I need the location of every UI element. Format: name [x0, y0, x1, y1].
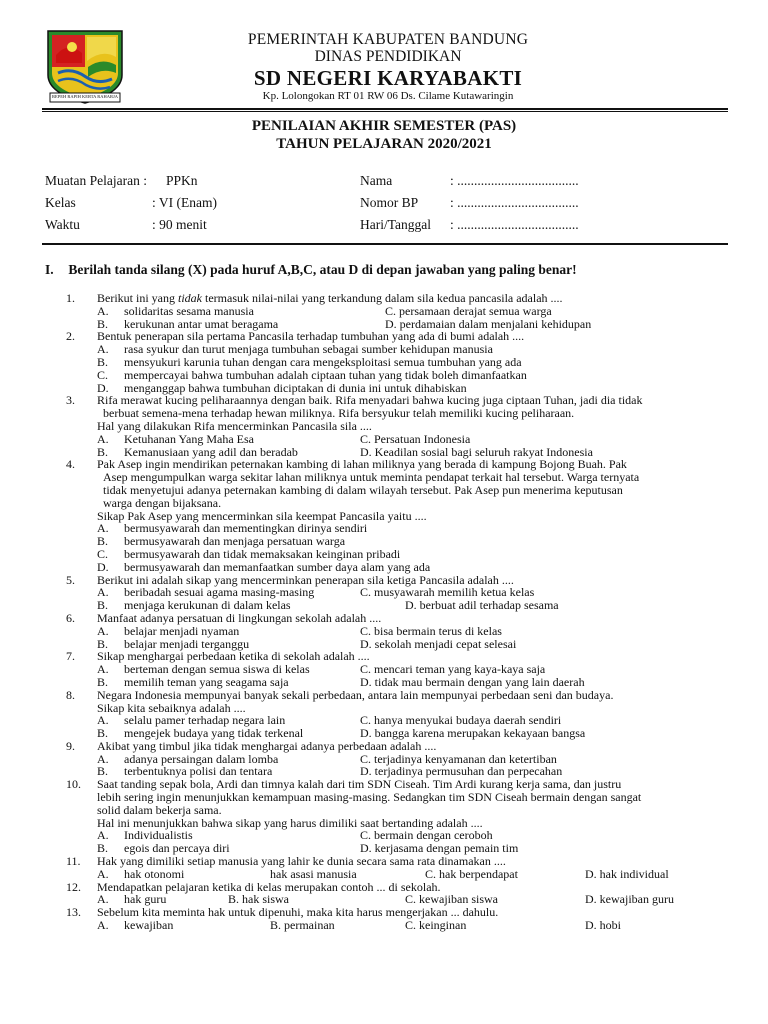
- option-d[interactable]: D. kerjasama dengan pemain tim: [360, 841, 519, 856]
- option-a[interactable]: A. kewajiban: [97, 918, 174, 933]
- option-d[interactable]: D. Keadilan sosial bagi seluruh rakyat Indonesia: [360, 444, 593, 459]
- section-number: I.: [45, 262, 54, 277]
- option-a[interactable]: A. Ketuhanan Yang Maha Esa: [97, 431, 254, 446]
- question-3: [0, 394, 768, 458]
- option-a[interactable]: A. beribadah sesuai agama masing-masing: [97, 585, 315, 600]
- option-d[interactable]: D. berbuat adil terhadap sesama: [405, 598, 559, 613]
- class-label: Kelas: [45, 195, 76, 210]
- option-a[interactable]: A. solidaritas sesama manusia: [97, 303, 254, 318]
- option-d[interactable]: D. tidak mau bermain dengan yang lain daerah: [360, 674, 585, 689]
- option-a[interactable]: A. hak otonomi: [97, 866, 185, 881]
- question-number: 8.: [66, 687, 75, 702]
- header-divider-thin: [42, 111, 728, 112]
- option-c[interactable]: C. Persatuan Indonesia: [360, 431, 471, 446]
- option-b[interactable]: hak asasi manusia: [270, 866, 357, 881]
- option-a[interactable]: A. rasa syukur dan turut menjaga tumbuhan sebagai sumber kehidupan manusia: [97, 342, 493, 357]
- option-b[interactable]: B. bermusyawarah dan menjaga persatuan warga: [97, 534, 346, 549]
- option-d[interactable]: D. hak individual: [585, 866, 669, 881]
- option-d[interactable]: D. perdamaian dalam menjalani kehidupan: [385, 316, 592, 331]
- question-8: [0, 689, 768, 740]
- option-b[interactable]: B. kerukunan antar umat beragama: [97, 316, 279, 331]
- time-label: Waktu: [45, 217, 80, 232]
- option-b[interactable]: B. menjaga kerukunan di dalam kelas: [97, 598, 291, 613]
- date-field[interactable]: : ....................................: [450, 217, 579, 232]
- section-instruction: [45, 262, 577, 278]
- bp-label: Nomor BP: [360, 195, 419, 210]
- option-b[interactable]: B. Kemanusiaan yang adil dan beradab: [97, 444, 298, 459]
- option-d[interactable]: D. sekolah menjadi cepat selesai: [360, 636, 517, 651]
- question-4: [0, 458, 768, 573]
- option-b[interactable]: B. memilih teman yang seagama saja: [97, 674, 289, 689]
- option-c[interactable]: C. mencari teman yang kaya-kaya saja: [360, 662, 546, 677]
- question-1: [0, 292, 768, 330]
- question-2: [0, 330, 768, 394]
- option-b[interactable]: B. egois dan percaya diri: [97, 841, 230, 856]
- name-label: Nama: [360, 173, 393, 188]
- option-c[interactable]: C. bermusyawarah dan tidak memaksakan keinginan pribadi: [97, 546, 401, 561]
- option-d[interactable]: D. terjadinya permusuhan dan perpecahan: [360, 764, 563, 779]
- question-number: 11.: [66, 854, 81, 869]
- question-number: 9.: [66, 738, 75, 753]
- option-c[interactable]: C. hanya menyukai budaya daerah sendiri: [360, 713, 562, 728]
- option-b[interactable]: B. mensyukuri karunia tuhan dengan cara mengeksploitasi semua tumbuhan yang ada: [97, 354, 522, 369]
- option-d[interactable]: D. bangga karena merupakan kekayaan bangsa: [360, 726, 586, 741]
- question-stem: Sebelum kita meminta hak untuk dipenuhi, maka kita harus mengerjakan ... dahulu.: [97, 905, 499, 920]
- question-stem: Berikut ini yang tidak termasuk nilai-nilai yang terkandung dalam sila kedua pancasila adalah ....: [97, 291, 563, 305]
- school-name: SD NEGERI KARYABAKTI: [253, 66, 523, 90]
- logo-motto: REPEH RAPIH KERTA RAHARJA: [52, 94, 119, 99]
- option-b[interactable]: B. permainan: [270, 918, 335, 933]
- government-line: PEMERINTAH KABUPATEN BANDUNG: [247, 31, 529, 48]
- question-list: [0, 292, 768, 932]
- question-stem: Sikap menghargai perbedaan ketika di sekolah adalah ....: [97, 649, 370, 664]
- option-d[interactable]: D. menganggap bahwa tumbuhan diciptakan di dunia ini untuk dihabiskan: [97, 380, 467, 395]
- instruction-text: Berilah tanda silang (X) pada huruf A,B,C, atau D di depan jawaban yang paling benar!: [68, 262, 577, 277]
- question-stem: Manfaat adanya persatuan di lingkungan sekolah adalah ....: [97, 610, 382, 625]
- time-value: : 90 menit: [152, 217, 207, 232]
- question-number: 12.: [66, 879, 81, 894]
- option-c[interactable]: C. persamaan derajat semua warga: [385, 303, 552, 318]
- option-b[interactable]: B. mengejek budaya yang tidak terkenal: [97, 726, 304, 741]
- bp-field[interactable]: : ....................................: [450, 195, 579, 210]
- option-c[interactable]: C. musyawarah memilih ketua kelas: [360, 585, 535, 600]
- question-stem: Bentuk penerapan sila pertama Pancasila terhadap tumbuhan yang ada di bumi adalah ....: [97, 329, 525, 344]
- question-12: [0, 881, 768, 907]
- question-stem: Rifa merawat kucing peliharaannya dengan baik. Rifa menyadari bahwa kucing juga ciptaan Tuhan, jadi dia tidak berbuat semena-mena terhadap hewan miliknya. Rifa bersyukur telah memiliki kucing peliharaan. Hal yang dilakukan Rifa mencerminkan Pancasila sila ....: [97, 393, 643, 433]
- option-a[interactable]: A. berteman dengan semua siswa di kelas: [97, 662, 310, 677]
- option-c[interactable]: C. bermain dengan ceroboh: [360, 828, 493, 843]
- exam-year: TAHUN PELAJARAN 2020/2021: [276, 136, 492, 152]
- question-9: [0, 740, 768, 778]
- question-number: 2.: [66, 329, 75, 344]
- option-c[interactable]: C. bisa bermain terus di kelas: [360, 623, 502, 638]
- name-field[interactable]: : ....................................: [450, 173, 579, 188]
- question-11: [0, 855, 768, 881]
- class-value: : VI (Enam): [152, 195, 217, 210]
- question-5: [0, 574, 768, 612]
- question-10: [0, 778, 768, 855]
- info-divider: [42, 243, 728, 245]
- option-a[interactable]: A. adanya persaingan dalam lomba: [97, 751, 279, 766]
- question-7: [0, 650, 768, 688]
- option-b[interactable]: B. terbentuknya polisi dan tentara: [97, 764, 273, 779]
- header-divider: [42, 108, 728, 110]
- question-number: 10.: [66, 777, 81, 792]
- date-label: Hari/Tanggal: [360, 217, 432, 232]
- question-stem: Mendapatkan pelajaran ketika di kelas merupakan contoh ... di sekolah.: [97, 879, 441, 894]
- question-stem: Saat tanding sepak bola, Ardi dan timnya kalah dari tim SDN Ciseah. Tim Ardi kurang kerja sama, dan justru lebih sering ingin menunjukkan kemampuan masing-masing. Sedangkan tim SDN Ciseah bermain dengan sangat solid dalam bekerja sama. Hal ini menunjukkan bahwa sikap yang harus dimiliki saat bertanding adalah ....: [97, 777, 642, 830]
- question-stem: Akibat yang timbul jika tidak menghargai adanya perbedaan adalah ....: [97, 738, 437, 753]
- option-c[interactable]: C. hak berpendapat: [425, 866, 518, 881]
- option-a[interactable]: A. selalu pamer terhadap negara lain: [97, 713, 286, 728]
- question-stem: Hak yang dimiliki setiap manusia yang lahir ke dunia secara sama rata dinamakan ....: [97, 854, 506, 869]
- option-d[interactable]: D. kewajiban guru: [585, 892, 674, 907]
- question-number: 1.: [66, 291, 75, 305]
- question-number: 6.: [66, 610, 75, 625]
- option-c[interactable]: C. terjadinya kenyamanan dan ketertiban: [360, 751, 557, 766]
- option-a[interactable]: A. belajar menjadi nyaman: [97, 623, 240, 638]
- school-address: Kp. Lolongokan RT 01 RW 06 Ds. Cilame Kutawaringin: [262, 90, 514, 102]
- option-a[interactable]: A. hak guru: [97, 892, 167, 907]
- question-stem: Pak Asep ingin mendirikan peternakan kambing di lahan miliknya yang berada di kampung Bojong Buah. Pak Asep mengumpulkan warga sekitar lahan miliknya untuk meminta pendapat terkait hal tersebut. Warga ternyata tidak menyetujui adanya peternakan kambing di dalam wilayah tersebut. Pak Asep pun menerima keputusan warga dengan bijaksana. Sikap Pak Asep yang mencerminkan sila keempat Pancasila yaitu ....: [97, 457, 640, 523]
- option-c[interactable]: C. kewajiban siswa: [405, 892, 498, 907]
- subject-value: PPKn: [166, 173, 198, 188]
- question-6: [0, 612, 768, 650]
- question-13: [0, 906, 768, 932]
- question-number: 5.: [66, 572, 75, 587]
- question-number: 4.: [66, 457, 75, 472]
- question-stem: Berikut ini adalah sikap yang mencerminkan penerapan sila ketiga Pancasila adalah ....: [97, 572, 514, 587]
- option-d[interactable]: D. hobi: [585, 918, 621, 933]
- option-c[interactable]: C. mempercayai bahwa tumbuhan adalah ciptaan tuhan yang tidak boleh dimanfaatkan: [97, 367, 527, 382]
- option-b[interactable]: B. belajar menjadi terganggu: [97, 636, 250, 651]
- option-d[interactable]: D. bermusyawarah dan memanfaatkan sumber daya alam yang ada: [97, 559, 431, 574]
- question-number: 13.: [66, 905, 81, 920]
- question-number: 3.: [66, 393, 75, 408]
- option-b[interactable]: B. hak siswa: [228, 892, 289, 907]
- option-a[interactable]: A. bermusyawarah dan mementingkan dirinya sendiri: [97, 521, 368, 536]
- option-a[interactable]: A. Individualistis: [97, 828, 193, 843]
- subject-label: Muatan Pelajaran :: [45, 173, 147, 188]
- question-number: 7.: [66, 649, 75, 664]
- exam-title: PENILAIAN AKHIR SEMESTER (PAS): [251, 118, 517, 134]
- question-stem: Negara Indonesia mempunyai banyak sekali perbedaan, antara lain mempunyai perbedaan seni dan budaya. Sikap kita sebaiknya adalah ....: [97, 687, 614, 715]
- department-line: DINAS PENDIDIKAN: [314, 48, 462, 65]
- option-c[interactable]: C. keinginan: [405, 918, 467, 933]
